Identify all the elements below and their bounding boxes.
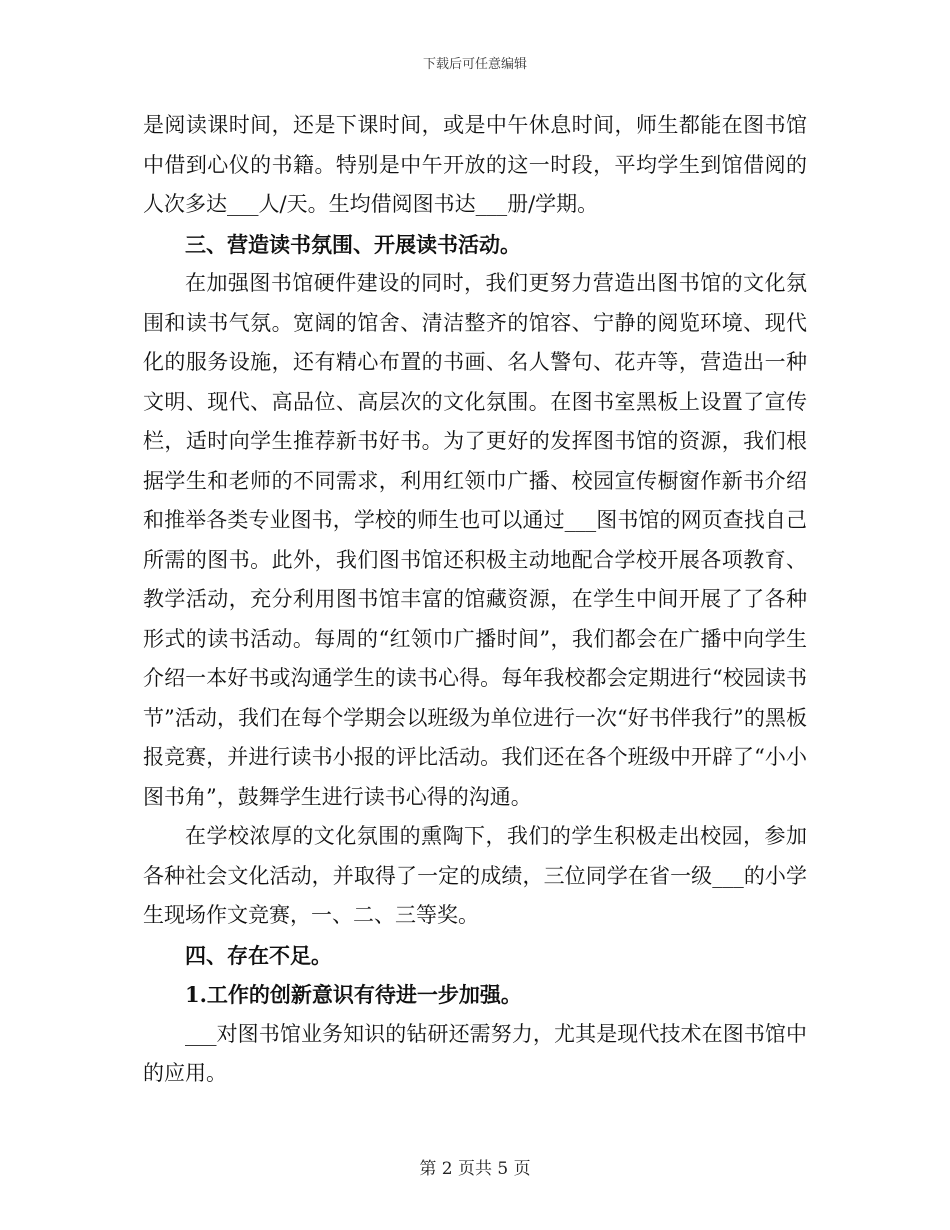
section-heading-3: 三、营造读书氛围、开展读书活动。 xyxy=(185,231,521,257)
document-body xyxy=(143,106,807,1094)
paragraph-shortcomings: ___对图书馆业务知识的钻研还需努力，尤其是现代技术在图书馆中的应用。 xyxy=(143,1021,807,1085)
page-footer: 第 2 页共 5 页 xyxy=(419,1159,531,1179)
paragraph-student-achievements: 在学校浓厚的文化氛围的熏陶下，我们的学生积极走出校园，参加各种社会文化活动，并取得了一定的成绩，三位同学在省一级___的小学生现场作文竞赛，一、二、三等奖。 xyxy=(143,824,807,927)
paragraph-reading-atmosphere: 在加强图书馆硬件建设的同时，我们更努力营造出图书馆的文化氛围和读书气氛。宽阔的馆舍、清洁整齐的馆容、宁静的阅览环境、现代化的服务设施，还有精心布置的书画、名人警句、花卉等，营造出一种文明、现代、高品位、高层次的文化氛围。在图书室黑板上设置了宣传栏，适时向学生推荐新书好书。为了更好的发挥图书馆的资源，我们根据学生和老师的不同需求，利用红领巾广播、校园宣传橱窗作新书介绍和推举各类专业图书，学校的师生也可以通过___图书馆的网页查找自己所需的图书。此外，我们图书馆还积极主动地配合学校开展各项教育、教学活动，充分利用图书馆丰富的馆藏资源，在学生中间开展了了各种形式的读书活动。每周的“红领巾广播时间”，我们都会在广播中向学生介绍一本好书或沟通学生的读书心得。每年我校都会定期进行“校园读书节”活动，我们在每个学期会以班级为单位进行一次“好书伴我行”的黑板报竞赛，并进行读书小报的评比活动。我们还在各个班级中开辟了“小小图书角”，鼓舞学生进行读书心得的沟通。 xyxy=(143,271,807,809)
subsection-heading-4-1: 1.工作的创新意识有待进一步加强。 xyxy=(185,982,522,1007)
paragraph-reading-time: 是阅读课时间，还是下课时间，或是中午休息时间，师生都能在图书馆中借到心仪的书籍。特别是中午开放的这一时段，平均学生到馆借阅的人次多达___人/天。生均借阅图书达___册/学期。 xyxy=(143,113,807,216)
page-header: 下载后可任意编辑 xyxy=(422,57,527,72)
section-heading-4: 四、存在不足。 xyxy=(185,942,332,968)
